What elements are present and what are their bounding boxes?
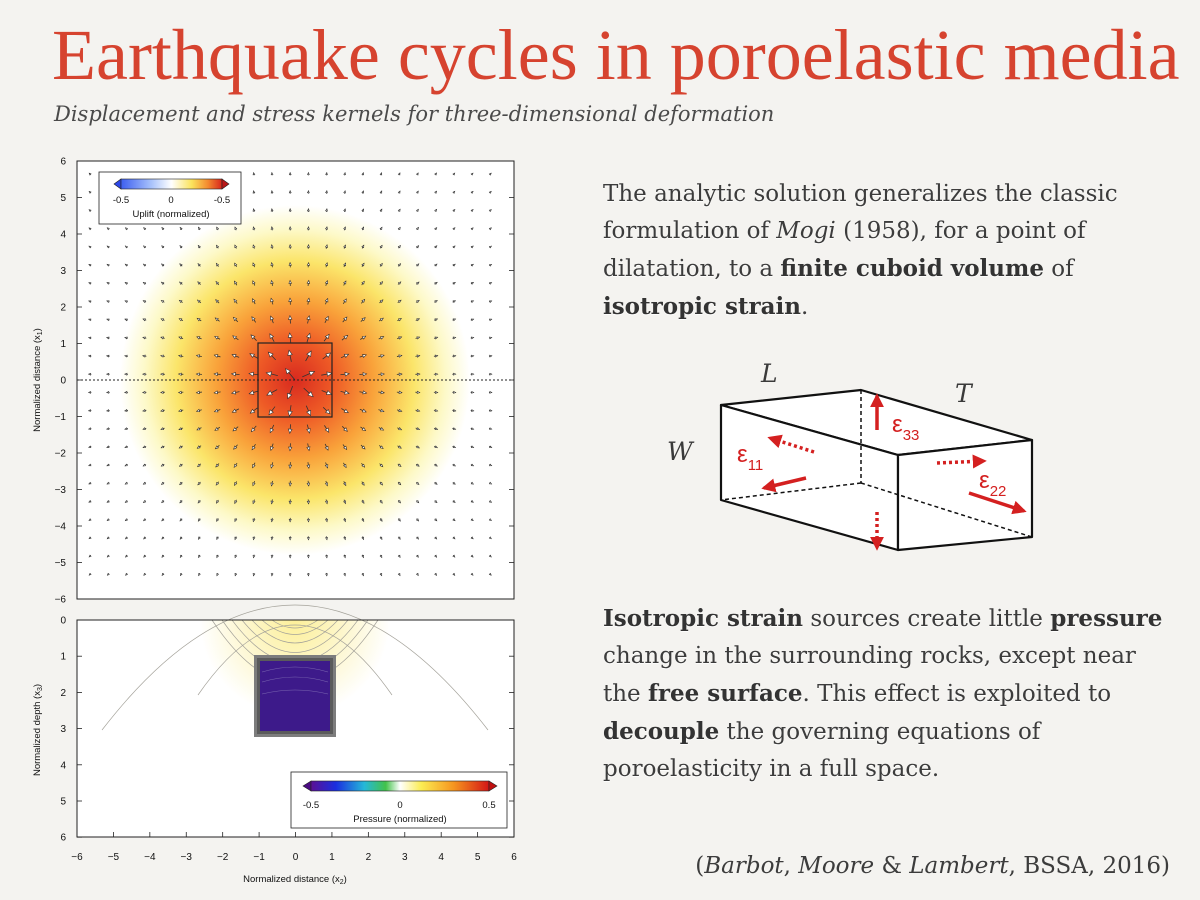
- uplift-tick-mid: 0: [168, 195, 174, 206]
- y-tick-label: 6: [60, 832, 66, 844]
- uplift-tick-right: -0.5: [213, 195, 231, 206]
- slide-title: Earthquake cycles in poroelastic media: [52, 15, 1180, 95]
- y-tick-label: −2: [54, 448, 66, 460]
- author-barbot: Barbot: [704, 853, 784, 879]
- x-tick-label: 3: [401, 852, 408, 863]
- uplift-tick-left: -0.5: [112, 195, 130, 206]
- y-tick-label: 3: [60, 724, 66, 736]
- citation: (Barbot, Moore & Lambert, BSSA, 2016): [695, 853, 1170, 879]
- length-label: L: [761, 359, 778, 388]
- model-figure: [0, 0, 560, 900]
- uplift-map-panel: [32, 157, 514, 606]
- uplift-colorbar-bar: [121, 179, 222, 189]
- y-tick-label: −3: [54, 485, 66, 496]
- width-label: W: [667, 437, 693, 466]
- x-tick-label: 2: [365, 852, 372, 863]
- x-tick-label: −2: [216, 852, 229, 863]
- mogi-name: Mogi: [776, 218, 836, 244]
- depth-x-axis-label: Normalized distance $(x_2)$: [243, 874, 347, 886]
- x-tick-label: 1: [329, 852, 335, 863]
- pressure-colorbar-label: Pressure (normalized): [353, 814, 447, 825]
- eps22-label: ε22: [979, 467, 1007, 500]
- x-tick-label: −4: [144, 852, 156, 863]
- pressure-emphasis: pressure: [1050, 605, 1163, 632]
- pressure-tick-left: -0.5: [302, 800, 320, 811]
- thickness-label: T: [955, 379, 972, 408]
- finite-cuboid-emphasis: finite cuboid volume: [780, 255, 1044, 282]
- eps11-label: ε11: [737, 441, 764, 474]
- y-tick-label: 1: [60, 651, 66, 663]
- pressure-colorbar-bar: [311, 781, 489, 791]
- y-tick-label: −5: [54, 558, 66, 569]
- depth-y-axis-label: Normalized depth $(x_3)$: [32, 683, 44, 777]
- pressure-colorbar: [291, 772, 507, 828]
- pressure-tick-right: 0.5: [482, 800, 496, 811]
- free-surface-emphasis: free surface: [647, 680, 803, 707]
- y-tick-label: 2: [60, 302, 66, 314]
- pressure-tick-mid: 0: [397, 800, 403, 811]
- eps33-label: ε33: [892, 411, 920, 444]
- paragraph-mogi: The analytic solution generalizes the classic formulation of Mogi (1958), for a point of dilatation, to a finite cuboid volume of isotropic strain.: [603, 181, 1118, 320]
- y-tick-label: 4: [60, 760, 66, 772]
- x-tick-label: −1: [253, 852, 265, 863]
- y-tick-label: 2: [60, 687, 66, 699]
- y-tick-label: 5: [60, 193, 66, 204]
- y-tick-label: 0: [60, 615, 66, 627]
- cuboid-side-face: [898, 440, 1032, 550]
- pressure-depth-panel: [32, 605, 517, 886]
- pressure-source: [260, 661, 330, 731]
- displacement-arrow: [489, 573, 491, 575]
- decouple-emphasis: decouple: [603, 718, 720, 745]
- y-tick-label: −4: [54, 521, 66, 533]
- x-tick-label: 5: [474, 852, 481, 863]
- x-tick-label: 6: [511, 852, 517, 863]
- isotropic-strain-emphasis-2: Isotropic strain: [603, 605, 804, 632]
- y-tick-label: 1: [60, 339, 66, 350]
- author-moore: Moore: [798, 853, 875, 879]
- x-tick-label: 0: [292, 852, 299, 863]
- x-tick-label: −3: [180, 852, 192, 863]
- paragraph-isotropic: Isotropic strain sources create little pressure change in the surrounding rocks, except near the free surface. This effect is exploited to decouple the governing equations of poroelasticity in a full space.: [603, 605, 1163, 782]
- y-tick-label: 3: [60, 266, 66, 277]
- author-lambert: Lambert: [909, 853, 1009, 879]
- uplift-colorbar-label: Uplift (normalized): [132, 209, 210, 220]
- x-tick-label: −6: [71, 852, 83, 863]
- displacement-arrow: [89, 173, 91, 175]
- y-tick-label: 6: [60, 156, 66, 168]
- map-y-axis-label: Normalized distance $(x_1)$: [32, 328, 44, 432]
- y-tick-label: −6: [54, 594, 66, 606]
- strain-cuboid-diagram: [650, 350, 1070, 580]
- x-tick-label: 4: [438, 852, 444, 863]
- y-tick-label: 5: [60, 796, 66, 808]
- x-tick-label: −5: [107, 852, 120, 863]
- slide-subtitle: Displacement and stress kernels for three-dimensional deformation: [54, 102, 775, 126]
- y-tick-label: −1: [54, 412, 66, 423]
- y-tick-label: 4: [60, 229, 66, 241]
- y-tick-label: 0: [60, 375, 66, 387]
- isotropic-strain-emphasis: isotropic strain: [603, 293, 801, 320]
- uplift-colorbar: [99, 172, 241, 224]
